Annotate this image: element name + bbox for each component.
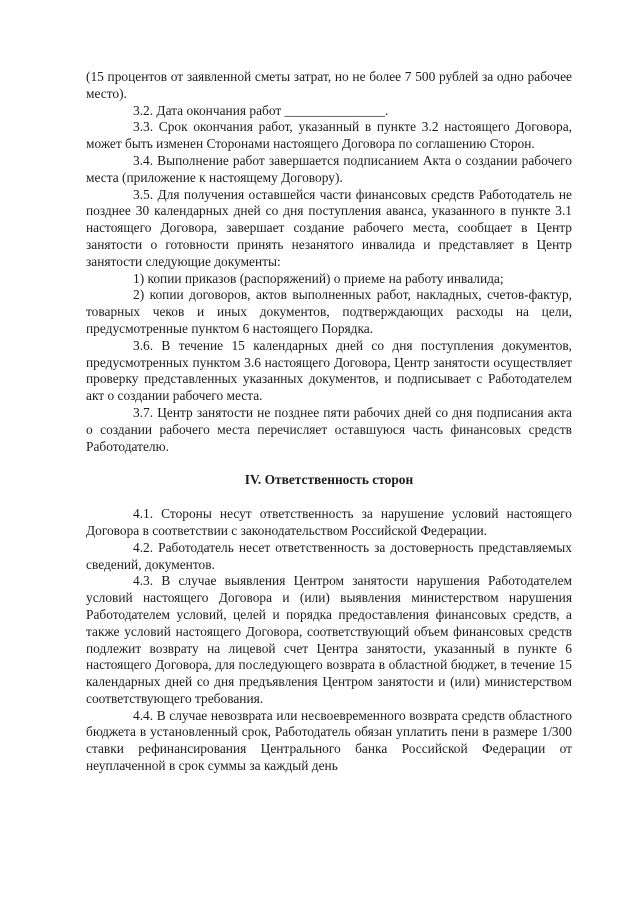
list-item-1: 1) копии приказов (распоряжений) о приеме на работу инвалида; [133, 270, 504, 286]
document-body [86, 69, 572, 775]
paragraph-4-4: 4.4. В случае невозврата или несвоевременного возврата средств областного бюджета в установленный срок, Работодатель обязан уплатить пени в размере 1/300 ставки рефинансирования Центрального банка Российской Федерации от неуплаченной в срок суммы за каждый день [86, 707, 572, 774]
paragraph-3-5: 3.5. Для получения оставшейся части финансовых средств Работодатель не позднее 30 календарных дней со дня поступления аванса, указанного в пункте 3.1 настоящего Договора, завершает создание рабочего места, сообщает в Центр занятости о готовности принять незанятого инвалида и представляет в Центр занятости следующие документы: [86, 186, 572, 269]
paragraph-3-1-continuation: (15 процентов от заявленной сметы затрат, но не более 7 500 рублей за одно рабочее место). [86, 69, 572, 101]
paragraph-4-1: 4.1. Стороны несут ответственность за нарушение условий настоящего Договора в соответствии с законодательством Российской Федерации. [86, 506, 572, 538]
paragraph-3-6: 3.6. В течение 15 календарных дней со дня поступления документов, предусмотренных пунктом 3.6 настоящего Договора, Центр занятости осуществляет проверку представленных указанных документов, и подписывает с Работодателем акт о создании рабочего места. [86, 337, 572, 404]
list-item-2: 2) копии договоров, актов выполненных работ, накладных, счетов-фактур, товарных чеков и иных документов, подтверждающих расходы на цели, предусмотренные пунктом 6 настоящего Порядка. [86, 287, 572, 336]
section-heading: IV. Ответственность сторон [244, 472, 414, 488]
paragraph-4-2: 4.2. Работодатель несет ответственность за достоверность представляемых сведений, документов. [86, 539, 572, 572]
paragraph-3-7: 3.7. Центр занятости не позднее пяти рабочих дней со дня подписания акта о создании рабочего места перечисляет оставшуюся часть финансовых средств Работодателю. [86, 404, 572, 454]
paragraph-3-2: 3.2. Дата окончания работ _______________. [133, 102, 389, 118]
paragraph-3-4: 3.4. Выполнение работ завершается подписанием Акта о создании рабочего места (приложение к настоящему Договору). [86, 152, 572, 185]
paragraph-4-3: 4.3. В случае выявления Центром занятости нарушения Работодателем условий настоящего Договора и (или) выявления министерством нарушения Работодателем условий, целей и порядка предоставления финансовых средств, а также условий настоящего Договора, соответствующий объем финансовых средств подлежит возврату на лицевой счет Центра занятости, указанный в пункте 6 настоящего Договора, для последующего возврата в областной бюджет, в течение 15 календарных дней со дня предъявления Центром занятости и (или) министерством соответствующего требования. [86, 573, 572, 706]
paragraph-3-3: 3.3. Срок окончания работ, указанный в пункте 3.2 настоящего Договора, может быть изменен Сторонами настоящего Договора по соглашению Сторон. [86, 119, 572, 152]
